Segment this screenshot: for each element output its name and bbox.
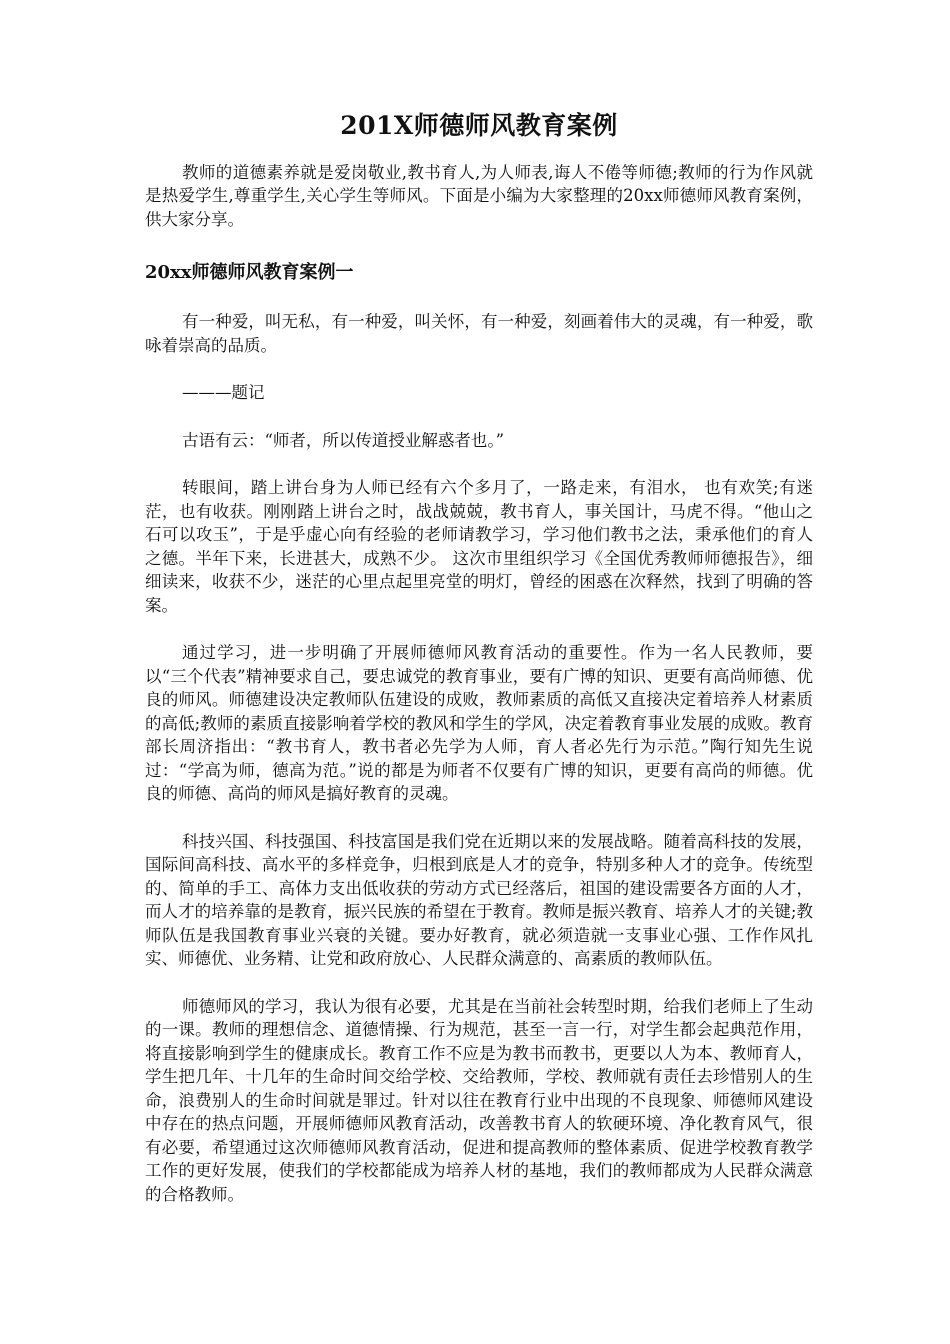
body-paragraph-5: 师德师风的学习，我认为很有必要，尤其是在当前社会转型时期，给我们老师上了生动的一课。教师的理想信念、道德情操、行为规范，甚至一言一行，对学生都会起典范作用，将直接影响到学生的健康成长。教育工作不应是为教书而教书，更要以人为本、教师育人，学生把几年、十几年的生命时间交给学校、交给教师，学校、教师就有责任去珍惜别人的生命，浪费别人的生命时间就是罪过。针对以往在教育行业中出现的不良现象、师德师风建设中存在的热点问题，开展师德师风教育活动，改善教书育人的软硬环境、净化教育风气，很有必要，希望通过这次师德师风教育活动，促进和提高教师的整体素质、促进学校教育教学工作的更好发展，使我们的学校都能成为培养人材的基地，我们的教师都成为人民群众满意的合格教师。 [145, 996, 813, 1204]
body-paragraph-3: 通过学习，进一步明确了开展师德师风教育活动的重要性。作为一名人民教师，要以“三个代表”精神要求自己，要忠诚党的教育事业，要有广博的知识、更要有高尚师德、优良的师风。师德建设决定教师队伍建设的成败，教师素质的高低又直接决定着培养人材素质的高低;教师的素质直接影响着学校的教风和学生的学风，决定着教育事业发展的成败。教育部长周济指出：“教书育人，教书者必先学为人师，育人者必先行为示范。”陶行知先生说过：“学高为师，德高为范。”说的都是为师者不仅要有广博的知识，更要有高尚的师德。优良的师德、高尚的师风是搞好教育的灵魂。 [145, 643, 813, 804]
body-paragraph-4: 科技兴国、科技强国、科技富国是我们党在近期以来的发展战略。随着高科技的发展，国际间高科技、高水平的多样竞争，归根到底是人才的竞争，特别多种人才的竞争。传统型的、简单的手工、高体力支出低收获的劳动方式已经落后，祖国的建设需要各方面的人才，而人才的培养靠的是教育，振兴民族的希望在于教育。教师是振兴教育、培养人才的关键;教师队伍是我国教育事业兴衰的关键。要办好教育，就必须造就一支事业心强、工作作风扎实、师德优、业务精、让党和政府放心、人民群众满意的、高素质的教师队伍。 [145, 831, 813, 969]
body-paragraph-1: 有一种爱，叫无私，有一种爱，叫关怀，有一种爱，刻画着伟大的灵魂，有一种爱，歌咏着崇高的品质。 [145, 312, 813, 355]
epigraph-attribution: ———题记 [182, 383, 265, 403]
intro-paragraph: 教师的道德素养就是爱岗敬业,教书育人,为人师表,诲人不倦等师德;教师的行为作风就是热爱学生,尊重学生,关心学生等师风。下面是小编为大家整理的20xx师德师风教育案例，供大家分享。 [145, 162, 813, 229]
section-heading: 20xx师德师风教育案例一 [145, 262, 354, 283]
document-page [145, 110, 813, 1230]
body-paragraph-2: 转眼间，踏上讲台身为人师已经有六个多月了，一路走来，有泪水， 也有欢笑;有迷茫，也有收获。刚刚踏上讲台之时，战战兢兢，教书育人，事关国计，马虎不得。“他山之石可以攻玉”，于是乎虚心向有经验的老师请教学习，学习他们教书之法，秉承他们的育人之德。半年下来，长进甚大，成熟不少。 这次市里组织学习《全国优秀教师师德报告》，细细读来，收获不少，迷茫的心里点起里亮堂的明灯，曾经的困惑在次释然，找到了明确的答案。 [145, 478, 813, 615]
body-paragraph-quote: 古语有云：“师者，所以传道授业解惑者也。” [182, 430, 505, 450]
document-title: 201X师德师风教育案例 [340, 111, 618, 140]
